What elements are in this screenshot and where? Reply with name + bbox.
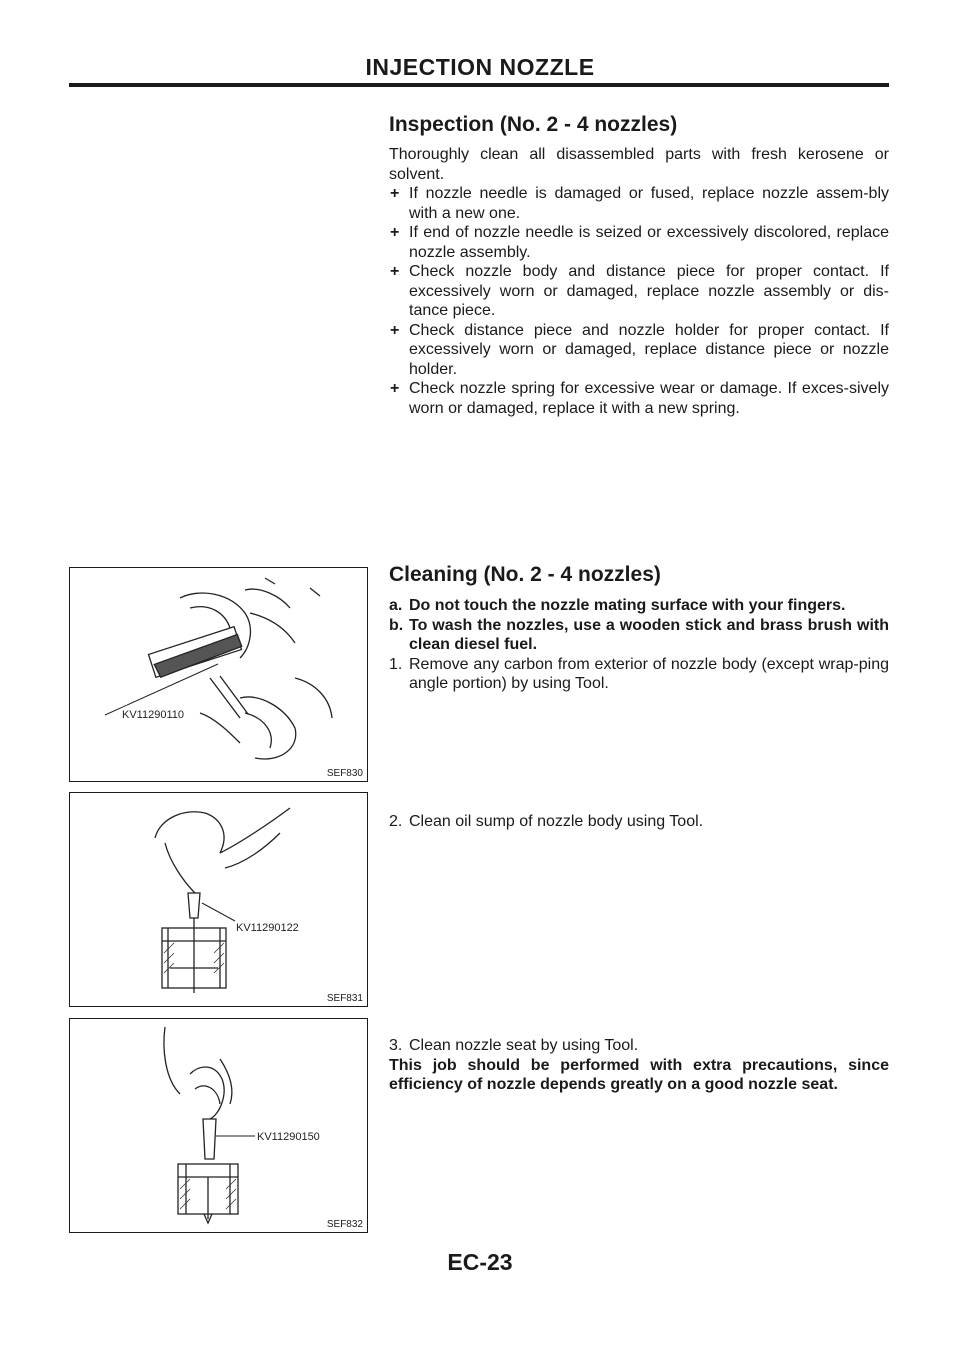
figure-nozzle-seat-cleaning (69, 1018, 368, 1233)
cleaning-step-3-block (389, 1036, 889, 1095)
cleaning-note-a (389, 596, 889, 616)
inspection-intro: Thoroughly clean all disassembled parts with fresh kerosene or solvent. (389, 146, 889, 183)
bullet-marker: + (390, 185, 400, 202)
figure-code: SEF830 (326, 768, 363, 779)
bullet-marker: + (390, 263, 400, 280)
bullet-text: Check distance piece and nozzle holder for proper contact. If excessively worn or damaged, replace distance piece or nozzle holder. (409, 321, 889, 378)
cleaning-section (389, 563, 889, 694)
nozzle-seat-illustration (70, 1019, 367, 1232)
step-text: Clean oil sump of nozzle body using Tool. (409, 813, 704, 830)
figure-code: SEF832 (326, 1219, 363, 1230)
list-item (389, 184, 889, 223)
inspection-title: Inspection (No. 2 - 4 nozzles) (389, 113, 678, 136)
tool-label: KV11290122 (236, 922, 299, 934)
note-text: To wash the nozzles, use a wooden stick and brass brush with clean diesel fuel. (409, 616, 889, 653)
bullet-marker: + (390, 224, 400, 241)
step-marker: 3. (389, 1037, 403, 1054)
cleaning-title: Cleaning (No. 2 - 4 nozzles) (389, 563, 661, 586)
list-item (389, 223, 889, 262)
note-text: Do not touch the nozzle mating surface with your fingers. (409, 597, 846, 614)
brush-illustration (70, 568, 367, 781)
list-item (389, 379, 889, 418)
header-rule (69, 83, 889, 87)
inspection-bullet-list (389, 184, 889, 418)
oil-sump-illustration (70, 793, 367, 1006)
step-text: Clean nozzle seat by using Tool. (409, 1037, 639, 1054)
cleaning-step-2-block (389, 812, 889, 832)
note-marker: b. (389, 616, 404, 634)
tool-label: KV11290110 (122, 709, 184, 721)
list-item (389, 321, 889, 380)
cleaning-step-3 (389, 1036, 889, 1056)
cleaning-note-b (389, 616, 889, 655)
step-3-warning: This job should be performed with extra precautions, since efficiency of nozzle depends greatly on a good nozzle seat. (389, 1056, 889, 1093)
figure-code: SEF831 (326, 993, 363, 1004)
bullet-text: If end of nozzle needle is seized or excessively discolored, replace nozzle assembly. (409, 224, 889, 261)
page-header-title: INJECTION NOZZLE (365, 54, 595, 80)
bullet-text: Check nozzle body and distance piece for proper contact. If excessively worn or damaged, replace nozzle assembly or dis-tance piece. (409, 263, 889, 319)
figure-brush-cleaning (69, 567, 368, 782)
cleaning-step-2 (389, 812, 889, 832)
inspection-section (389, 113, 889, 418)
page-number: EC-23 (447, 1249, 513, 1275)
cleaning-step-1 (389, 655, 889, 694)
figure-oil-sump-cleaning (69, 792, 368, 1007)
note-marker: a. (389, 597, 403, 614)
bullet-text: Check nozzle spring for excessive wear or damage. If exces-sively worn or damaged, replace it with a new spring. (409, 380, 889, 417)
step-marker: 1. (389, 655, 403, 673)
bullet-marker: + (390, 380, 400, 397)
list-item (389, 262, 889, 321)
bullet-marker: + (390, 321, 400, 339)
step-text: Remove any carbon from exterior of nozzle body (except wrap-ping angle portion) by using Tool. (409, 655, 889, 692)
bullet-text: If nozzle needle is damaged or fused, replace nozzle assem-bly with a new one. (409, 185, 889, 222)
step-marker: 2. (389, 813, 403, 830)
tool-label: KV11290150 (257, 1131, 320, 1143)
